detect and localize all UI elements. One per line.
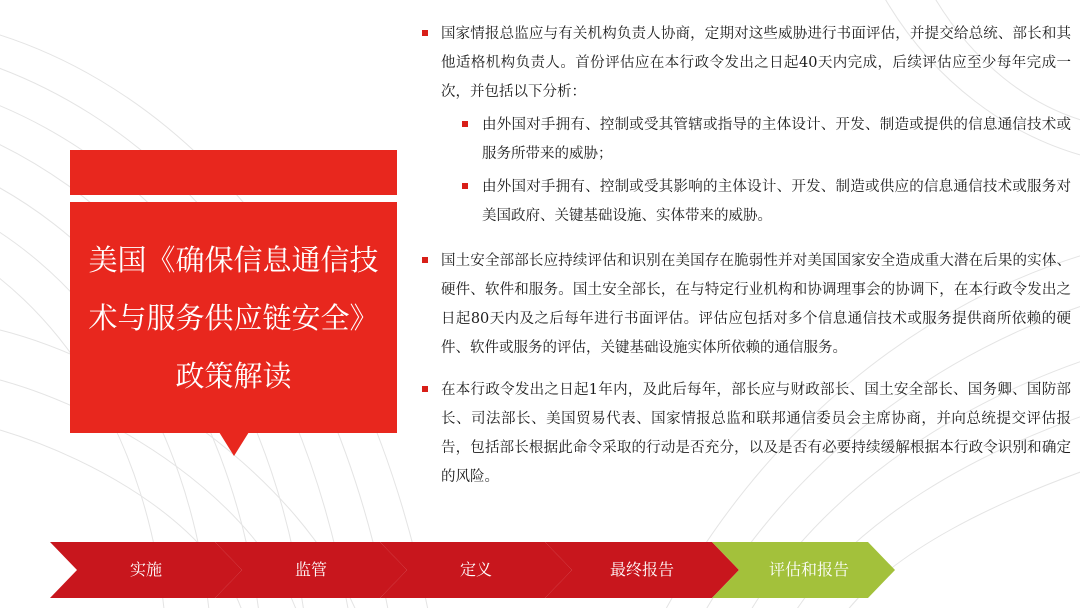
bullet-item [421, 247, 1071, 363]
process-step-label: 监管 [294, 560, 327, 579]
page-title: 美国《确保信息通信技术与服务供应链安全》政策解读 [88, 242, 379, 393]
bullet-item [421, 376, 1071, 492]
sub-bullet-item [421, 111, 1071, 169]
title-pointer [219, 432, 249, 456]
process-step-label: 最终报告 [609, 560, 674, 579]
sub-bullet-text: 由外国对手拥有、控制或受其管辖或指导的主体设计、开发、制造或提供的信息通信技术或服务所带来的威胁； [482, 117, 1071, 162]
bullet-item [421, 20, 1071, 107]
bullet-square-icon [422, 386, 428, 392]
bullet-text: 国家情报总监应与有关机构负责人协商，定期对这些威胁进行书面评估，并提交给总统、部长和其他适格机构负责人。首份评估应在本行政令发出之日起40天内完成，后续评估应至少每年完成一次，并包括以下分析： [441, 26, 1071, 100]
content-panel [421, 20, 1071, 492]
bullet-square-icon [422, 30, 428, 36]
process-step-label: 实施 [129, 560, 162, 579]
title-accent-bar [70, 150, 397, 195]
bullet-text: 国土安全部部长应持续评估和识别在美国存在脆弱性并对美国国家安全造成重大潜在后果的实体、硬件、软件和服务。国土安全部长，在与特定行业机构和协调理事会的协调下，在本行政令发出之日起80天内及之后每年进行书面评估。评估应包括对多个信息通信技术或服务提供商所依赖的硬件、软件或服务的评估，关键基础设施实体所依赖的通信服务。 [441, 253, 1071, 356]
bullet-text: 在本行政令发出之日起1年内，及此后每年，部长应与财政部长、国土安全部长、国务卿、国防部长、司法部长、美国贸易代表、国家情报总监和联邦通信委员会主席协商，并向总统提交评估报告，包括部长根据此命令采取的行动是否充分，以及是否有必要持续缓解根据本行政令识别和确定的风险。 [441, 382, 1071, 485]
bullet-square-icon [462, 121, 468, 127]
bullet-square-icon [422, 257, 428, 263]
process-step-label: 定义 [459, 560, 492, 579]
sub-bullet-text: 由外国对手拥有、控制或受其影响的主体设计、开发、制造或供应的信息通信技术或服务对美国政府、关键基础设施、实体带来的威胁。 [482, 179, 1071, 224]
bullet-square-icon [462, 183, 468, 189]
sub-bullet-item [421, 173, 1071, 231]
process-step-label: 评估和报告 [768, 560, 849, 579]
title-box [70, 202, 397, 433]
